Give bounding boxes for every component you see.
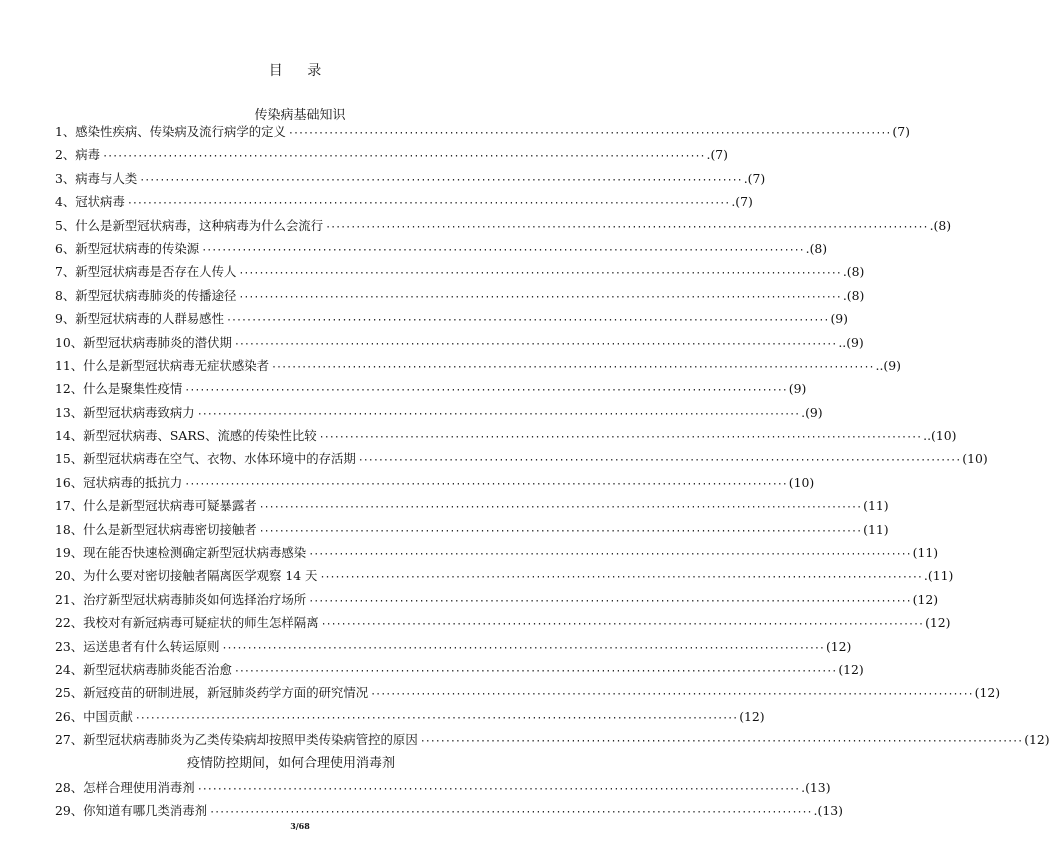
toc-entry-page: .(7) [731, 194, 753, 210]
toc-entry[interactable] [55, 447, 988, 470]
toc-entry[interactable] [55, 541, 939, 564]
toc-entry-title: 11、什么是新型冠状病毒无症状感染者 [55, 357, 270, 373]
toc-dot-leader: ························································································································ [102, 151, 705, 163]
toc-entry-page: (12) [912, 591, 939, 607]
table-of-contents [55, 120, 1050, 822]
toc-entry[interactable] [55, 214, 952, 237]
toc-dot-leader: ························································································································ [308, 549, 911, 561]
toc-entry[interactable] [55, 120, 910, 143]
toc-entry-page: (11) [912, 545, 939, 561]
toc-entry-title: 10、新型冠状病毒肺炎的潜伏期 [55, 334, 232, 350]
toc-entry-title: 5、什么是新型冠状病毒，这种病毒为什么会流行 [55, 217, 324, 233]
toc-entry-page: ..(9) [875, 357, 901, 373]
toc-entry-page: (9) [788, 381, 807, 397]
toc-entry-page: (12) [974, 685, 1001, 701]
toc-dot-leader: ························································································································ [319, 572, 922, 584]
toc-dot-leader: ························································································································ [370, 689, 973, 701]
toc-entry-title: 13、新型冠状病毒致病力 [55, 404, 195, 420]
toc-dot-leader: ························································································································ [419, 736, 1023, 748]
toc-entry[interactable] [55, 307, 848, 330]
toc-entry[interactable] [55, 377, 807, 400]
toc-entry-page: (7) [892, 124, 910, 139]
toc-entry[interactable] [55, 167, 766, 190]
toc-entry-title: 9、新型冠状病毒的人群易感性 [55, 311, 224, 327]
toc-dot-leader: ························································································································ [233, 338, 837, 350]
toc-entry-page: .(13) [801, 779, 831, 795]
toc-dot-leader: ························································································································ [308, 595, 911, 607]
toc-entry-page: (12) [925, 615, 951, 631]
toc-entry-title: 28、怎样合理使用消毒剂 [55, 779, 195, 795]
toc-dot-leader: ························································································································ [196, 408, 800, 420]
toc-entry-title: 26、中国贡献 [55, 708, 133, 724]
section-title-basics: 传染病基础知识 [254, 108, 346, 123]
toc-entry[interactable] [55, 284, 865, 307]
toc-dot-leader: ························································································································ [271, 361, 874, 373]
toc-section-basics [55, 120, 1050, 752]
toc-entry[interactable] [55, 705, 765, 728]
toc-dot-leader: ························································································································ [221, 642, 824, 654]
toc-dot-leader: ························································································································ [134, 712, 738, 724]
toc-entry-title: 29、你知道有哪几类消毒剂 [55, 802, 208, 818]
toc-entry[interactable] [55, 424, 957, 447]
toc-entry[interactable] [55, 471, 815, 494]
toc-entry-page: .(7) [706, 147, 729, 163]
toc-entry-page: .(8) [842, 287, 865, 303]
toc-entry[interactable] [55, 143, 729, 166]
toc-entry-title: 20、为什么要对密切接触者隔离医学观察 14 天 [55, 568, 318, 584]
toc-entry-title: 17、什么是新型冠状病毒可疑暴露者 [55, 498, 257, 514]
toc-entry[interactable] [55, 331, 864, 354]
page-title: 目 录 [268, 63, 332, 79]
toc-entry-page: .(13) [813, 802, 843, 818]
toc-entry[interactable] [55, 611, 951, 634]
toc-entry-title: 7、新型冠状病毒是否存在人传人 [55, 264, 237, 280]
toc-entry-title: 1、感染性疾病、传染病及流行病学的定义 [55, 124, 286, 139]
toc-entry-page: .(8) [929, 217, 952, 233]
toc-section-disinfectant [55, 776, 843, 823]
toc-entry[interactable] [55, 635, 852, 658]
toc-entry-title: 23、运送患者有什么转运原则 [55, 638, 220, 654]
toc-entry[interactable] [55, 728, 1050, 751]
toc-dot-leader: ························································································································ [238, 291, 841, 303]
toc-entry-page: (10) [788, 474, 815, 490]
toc-entry[interactable] [55, 401, 823, 424]
toc-entry-page: .(9) [801, 404, 823, 420]
toc-entry-page: ..(10) [923, 428, 957, 444]
toc-dot-leader: ························································································································ [201, 244, 804, 256]
toc-dot-leader: ························································································································ [238, 268, 841, 280]
toc-entry-page: .(8) [805, 240, 828, 256]
toc-entry[interactable] [55, 354, 901, 377]
toc-entry-title: 12、什么是聚集性疫情 [55, 381, 183, 397]
toc-entry[interactable] [55, 588, 939, 611]
toc-dot-leader: ························································································································ [233, 665, 837, 677]
toc-dot-leader: ························································································································ [139, 174, 742, 186]
toc-dot-leader: ························································································································ [184, 385, 787, 397]
toc-entry-page: .(8) [842, 264, 865, 280]
toc-entry-title: 27、新型冠状病毒肺炎为乙类传染病却按照甲类传染病管控的原因 [55, 732, 418, 748]
toc-entry[interactable] [55, 681, 1001, 704]
toc-entry-page: (11) [863, 498, 889, 514]
toc-entry[interactable] [55, 190, 753, 213]
toc-dot-leader: ························································································································ [184, 478, 787, 490]
toc-entry[interactable] [55, 564, 954, 587]
toc-entry-title: 21、治疗新型冠状病毒肺炎如何选择治疗场所 [55, 591, 307, 607]
section-title-disinfectant: 疫情防控期间，如何合理使用消毒剂 [186, 755, 395, 771]
toc-entry-page: (12) [1024, 732, 1050, 748]
toc-entry[interactable] [55, 518, 889, 541]
toc-entry[interactable] [55, 799, 843, 822]
toc-dot-leader: ························································································································ [126, 198, 730, 210]
toc-dot-leader: ························································································································ [325, 221, 928, 233]
toc-entry-title: 3、病毒与人类 [55, 170, 138, 186]
toc-entry-title: 14、新型冠状病毒、SARS、流感的传染性比较 [55, 428, 317, 444]
toc-dot-leader: ························································································································ [320, 619, 924, 631]
toc-entry[interactable] [55, 494, 889, 517]
toc-entry-page: (11) [863, 521, 889, 537]
toc-entry-page: (12) [838, 661, 864, 677]
toc-entry-title: 18、什么是新型冠状病毒密切接触者 [55, 521, 257, 537]
toc-entry[interactable] [55, 260, 865, 283]
toc-entry-page: (12) [825, 638, 852, 654]
toc-dot-leader: ························································································································ [209, 806, 812, 818]
toc-entry-page: ..(9) [838, 334, 864, 350]
toc-entry-title: 22、我校对有新冠病毒可疑症状的师生怎样隔离 [55, 615, 319, 631]
page-number: 3/68 [290, 821, 310, 831]
toc-entry-title: 25、新冠疫苗的研制进展，新冠肺炎药学方面的研究情况 [55, 685, 369, 701]
toc-entry-page: (10) [962, 451, 988, 467]
toc-dot-leader: ························································································································ [258, 525, 862, 537]
toc-dot-leader: ························································································································ [318, 432, 922, 444]
toc-entry-page: (12) [739, 708, 765, 724]
toc-dot-leader: ························································································································ [287, 128, 891, 139]
toc-dot-leader: ························································································································ [196, 783, 800, 795]
toc-entry-title: 6、新型冠状病毒的传染源 [55, 240, 200, 256]
toc-entry-page: .(7) [743, 170, 766, 186]
toc-entry-title: 24、新型冠状病毒肺炎能否治愈 [55, 661, 232, 677]
toc-entry[interactable] [55, 237, 828, 260]
toc-entry-title: 15、新型冠状病毒在空气、衣物、水体环境中的存活期 [55, 451, 356, 467]
toc-dot-leader: ························································································································ [357, 455, 961, 467]
toc-entry-title: 4、冠状病毒 [55, 194, 125, 210]
toc-dot-leader: ························································································································ [258, 502, 862, 514]
toc-entry-page: .(11) [923, 568, 954, 584]
toc-entry[interactable] [55, 658, 864, 681]
toc-entry-title: 8、新型冠状病毒肺炎的传播途径 [55, 287, 237, 303]
toc-entry-title: 2、病毒 [55, 147, 101, 163]
toc-entry-title: 19、现在能否快速检测确定新型冠状病毒感染 [55, 545, 307, 561]
toc-entry-page: (9) [830, 311, 848, 327]
toc-dot-leader: ························································································································ [225, 315, 829, 327]
toc-entry-title: 16、冠状病毒的抵抗力 [55, 474, 183, 490]
toc-entry[interactable] [55, 776, 831, 799]
